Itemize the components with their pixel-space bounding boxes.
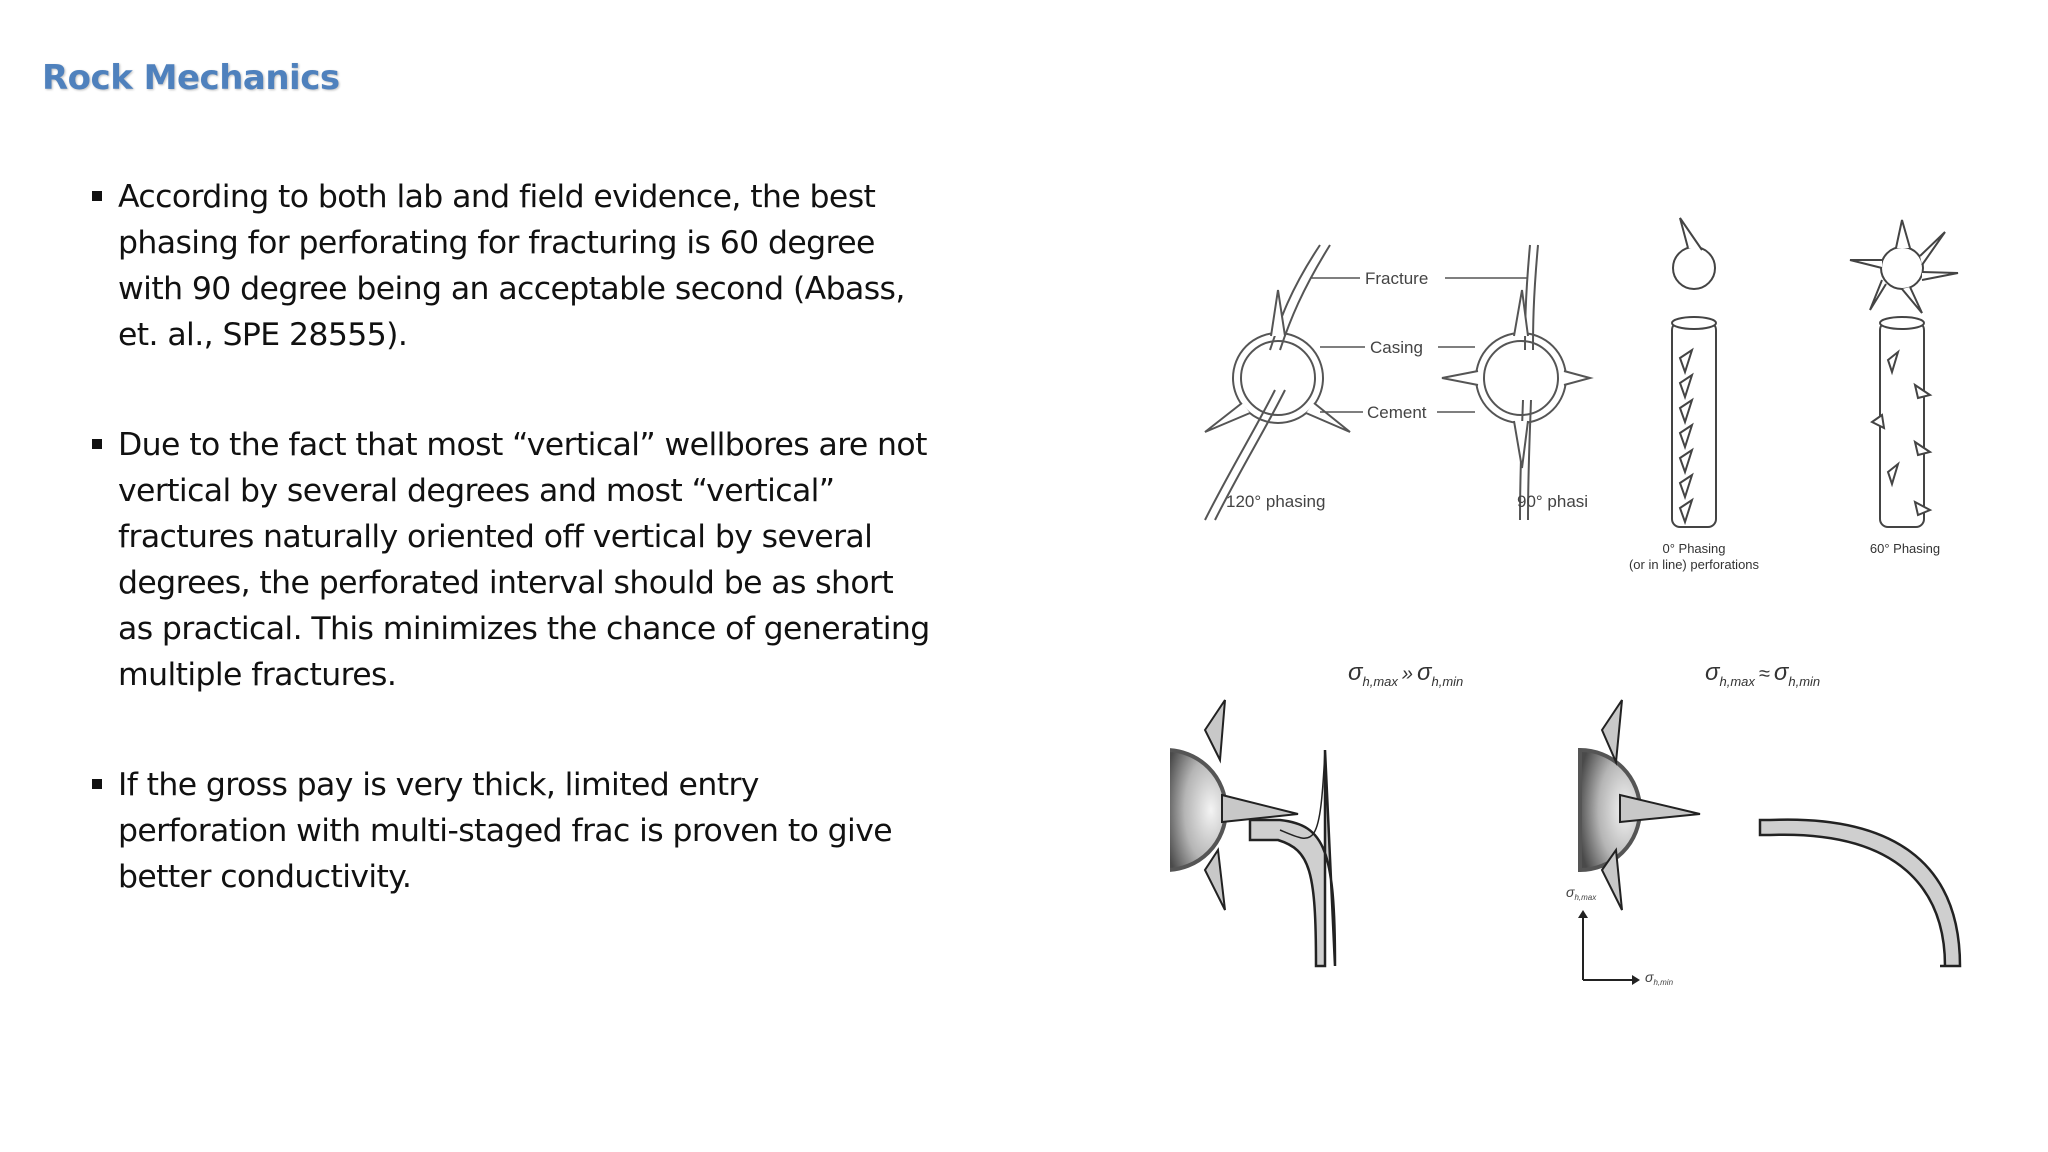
bullet-text: If the gross pay is very thick, limited entry perforation with multi-staged frac is proven to give better conductivity. bbox=[118, 767, 893, 895]
svg-text:σh,max»σh,min: $\sigma_{h,max}$ » $\sigma_{h,min}$ bbox=[1348, 659, 1464, 689]
perforation-tunnel bbox=[1205, 700, 1225, 760]
label-cement: Cement bbox=[1367, 403, 1427, 422]
perforation-tunnel bbox=[1306, 403, 1350, 432]
fracture-line bbox=[1205, 245, 1320, 520]
casing-column bbox=[1672, 322, 1716, 527]
bullet-item bbox=[92, 174, 932, 358]
perforation-tunnel bbox=[1205, 850, 1225, 910]
wellbore-top-view bbox=[1673, 247, 1715, 289]
bullet-square-icon bbox=[92, 439, 102, 449]
phasing-60-diagram bbox=[1850, 220, 1958, 527]
label-fracture: Fracture bbox=[1365, 269, 1429, 288]
fracture-line bbox=[1528, 245, 1538, 520]
phasing-0-diagram bbox=[1672, 218, 1716, 527]
bullet-item bbox=[92, 422, 932, 698]
slide-title: Rock Mechanics bbox=[42, 58, 340, 98]
perforation-tunnel bbox=[1680, 218, 1702, 250]
arrow-right-icon bbox=[1632, 975, 1640, 985]
label-phasing-0-sub: (or in line) perforations bbox=[1628, 557, 1760, 572]
phasing-120-diagram bbox=[1205, 245, 1350, 520]
bullet-text: Due to the fact that most “vertical” wellbores are not vertical by several degrees and most “vertical” fractures naturally oriented off vertical by several degrees, the perforated interval should be as short as practical. This minimizes the chance of generating multiple fractures. bbox=[118, 427, 930, 693]
stress-axes bbox=[1578, 910, 1640, 985]
wellbore-top-view bbox=[1881, 247, 1923, 289]
axis-label-horizontal: $\sigma_{h,min}$ bbox=[1645, 969, 1674, 987]
perforation-phasing-figure bbox=[1170, 210, 2000, 1110]
label-phasing-120: 120° phasing bbox=[1226, 492, 1326, 511]
perforation-tunnel bbox=[1222, 795, 1298, 822]
phasing-90-diagram bbox=[1442, 245, 1590, 520]
perforation-tunnel bbox=[1564, 371, 1590, 385]
svg-text:σh,max≈σh,min: $\sigma_{h,max}$ ≈ $\sigma_{h,min}$ bbox=[1705, 659, 1821, 689]
label-phasing-90: 90° phasi bbox=[1517, 492, 1589, 511]
label-phasing-0: 0° Phasing bbox=[1662, 541, 1726, 556]
label-casing: Casing bbox=[1370, 338, 1423, 357]
fracture-sketch-right bbox=[1580, 700, 1960, 966]
fracture-sketch-left bbox=[1170, 700, 1335, 966]
arrow-up-icon bbox=[1578, 910, 1588, 918]
label-phasing-60: 60° Phasing bbox=[1869, 541, 1941, 556]
stress-label-left bbox=[1348, 659, 1463, 689]
casing-ring bbox=[1476, 333, 1566, 423]
bullet-list bbox=[92, 174, 932, 964]
bullet-text: According to both lab and field evidence, the best phasing for perforating for fracturing is 60 degree with 90 degree being an acceptable second (Abass, et. al., SPE 28555). bbox=[118, 179, 905, 353]
stress-label-right bbox=[1705, 659, 1820, 689]
bullet-item bbox=[92, 762, 932, 900]
cement-ring bbox=[1484, 341, 1558, 415]
axis-label-vertical: $\sigma_{h,max}$ bbox=[1566, 884, 1597, 902]
bullet-square-icon bbox=[92, 191, 102, 201]
perforation-tunnel bbox=[1205, 403, 1250, 432]
perforation-tunnel bbox=[1620, 795, 1700, 822]
perforation-tunnel bbox=[1442, 371, 1478, 385]
bullet-square-icon bbox=[92, 779, 102, 789]
casing-column bbox=[1880, 322, 1924, 527]
perforation-tunnel bbox=[1514, 421, 1528, 468]
perforation-tunnel bbox=[1602, 700, 1622, 762]
